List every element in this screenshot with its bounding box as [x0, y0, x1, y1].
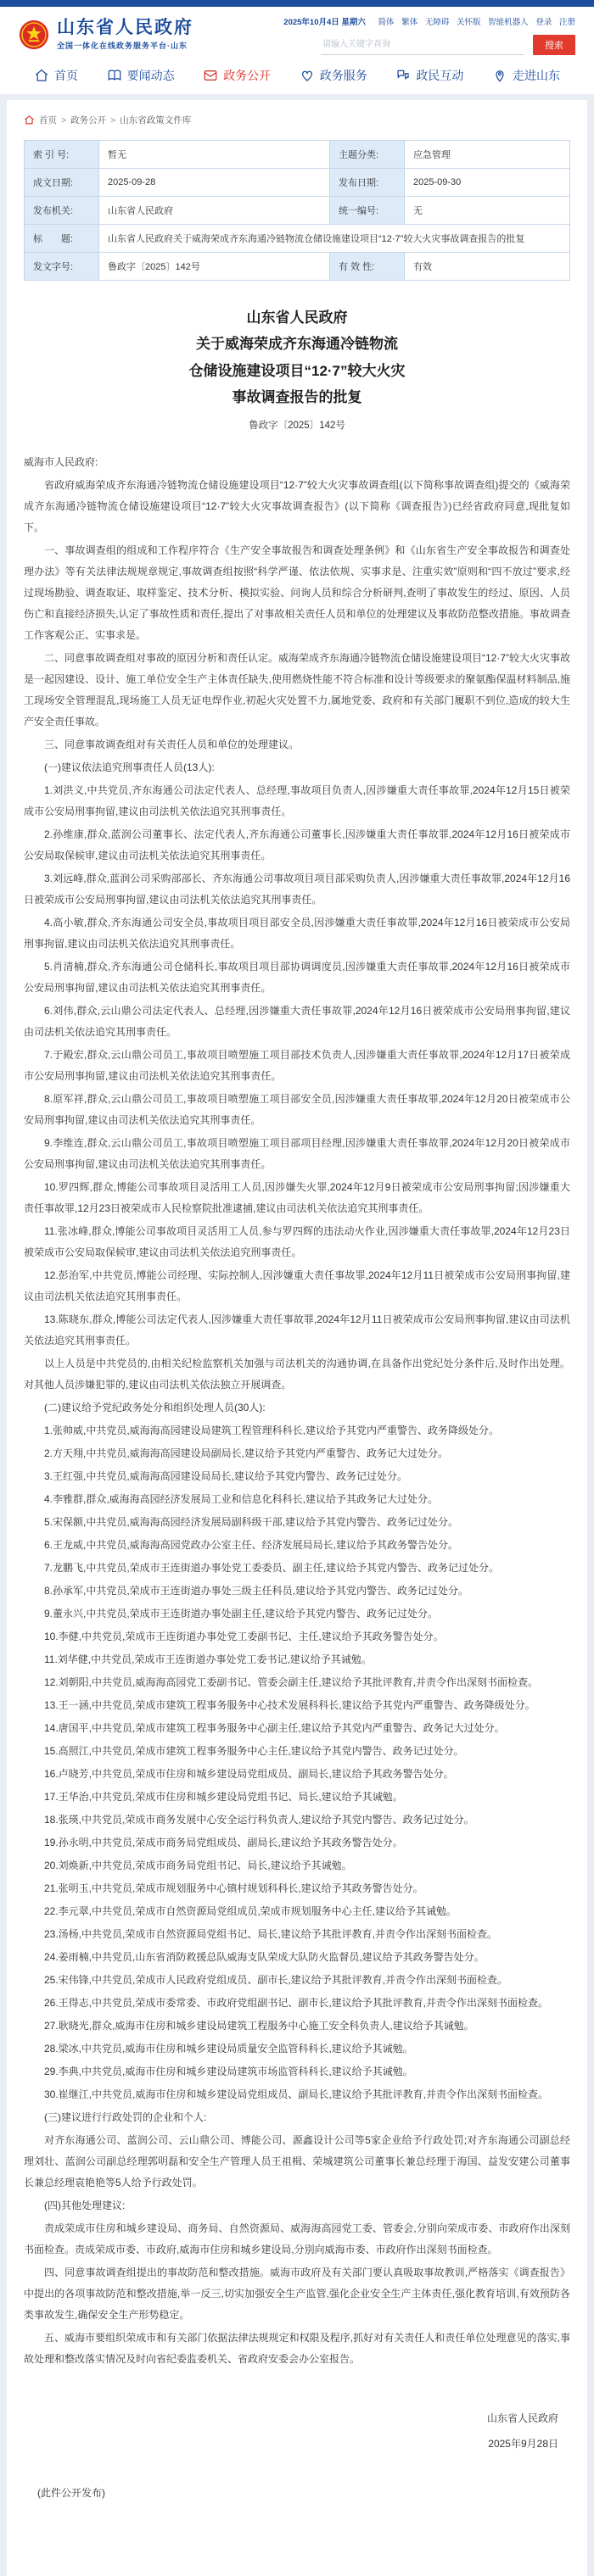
document-body	[24, 452, 570, 2370]
topic-value: 应急管理	[405, 141, 570, 169]
paragraph: 1.张帅威,中共党员,威海海高园建设局建筑工程管理科科长,建议给予其党内严重警告、政务降级处分。	[44, 1424, 500, 1436]
table-row	[25, 197, 570, 225]
paragraph: 一、事故调查组的组成和工作程序符合《生产安全事故报告和调查处理条例》和《山东省生产安全事故报告和调查处理办法》等有关法律法规规章规定,事故调查组按照“科学严谨、依法依规、实事求是、注重实效”原则和“四不放过”要求,经过现场勘验、调查取证、取样鉴定、技术分析、模拟实验、问询人员和综合分析研判,查明了事故发生的经过、原因、人员伤亡和直接经济损失,认定了事故性质和责任,提出了对事故相关责任人员和单位的处理建议及事故防范整改措施。事故调查工作客观公正、实事求是。	[24, 544, 570, 641]
paragraph: 12.彭治军,中共党员,博能公司经理、实际控制人,因涉嫌重大责任事故罪,2024年12月11日被荣成市公安局刑事拘留,建议由司法机关依法追究其刑事责任。	[24, 1268, 570, 1302]
map-pin-icon	[492, 68, 507, 83]
paragraph: 13.陈晓东,群众,博能公司法定代表人,因涉嫌重大责任事故罪,2024年12月11日被荣成市公安局刑事拘留,建议由司法机关依法追究其刑事责任。	[24, 1313, 570, 1347]
signature-block	[24, 2406, 570, 2456]
public-release-note: (此件公开发布)	[37, 2486, 105, 2499]
link-accessibility[interactable]: 无障碍	[424, 18, 450, 27]
breadcrumb-disclosure[interactable]: 政务公开	[70, 115, 107, 125]
link-login[interactable]: 登录	[535, 18, 552, 27]
utility-bar	[283, 15, 575, 27]
paragraph: 6.王龙威,中共党员,威海海高园党政办公室主任、经济发展局局长,建议给予其政务警告处分。	[44, 1538, 459, 1551]
written-date-value: 2025-09-28	[99, 169, 330, 197]
publish-date-label: 发布日期:	[330, 169, 405, 197]
nav-item-interaction[interactable]: 政民互动	[395, 67, 463, 84]
paragraph: (四)其他处理建议:	[44, 2199, 126, 2211]
paragraph: 6.刘伟,群众,云山鼎公司法定代表人、总经理,因涉嫌重大责任事故罪,2024年12月16日被荣成市公安局刑事拘留,建议由司法机关依法追究其刑事责任。	[24, 1004, 570, 1038]
site-header	[0, 7, 594, 59]
main-nav	[0, 59, 594, 94]
paragraph: 24.姜雨楠,中共党员,山东省消防救援总队威海支队荣成大队防火监督员,建议给予其政务警告处分。	[44, 1950, 485, 1963]
paragraph: 13.王一涵,中共党员,荣成市建筑工程事务服务中心技术发展科科长,建议给予其党内严重警告、政务降级处分。	[44, 1698, 535, 1711]
site-logo[interactable]	[19, 14, 193, 55]
paragraph: 27.耿晓光,群众,威海市住房和城乡建设局建筑工程服务中心施工安全科负责人,建议给予其诫勉。	[44, 2019, 474, 2032]
paragraph: 对齐东海通公司、蓝润公司、云山鼎公司、博能公司、源鑫设计公司等5家企业给予行政处罚;对齐东海通公司副总经理刘壮、蓝润公司副总经理郭明磊和安全生产管理人员王祖楫、荣城建筑公司董事长兼总经理于海国、益发安建公司董事长兼总经理袁艳艳等5人给予行政处罚。	[24, 2133, 570, 2188]
paragraph: 2.方天翔,中共党员,威海海高园建设局副局长,建议给予其党内严重警告、政务记大过处分。	[44, 1447, 449, 1459]
table-row	[25, 225, 570, 253]
link-register[interactable]: 注册	[558, 18, 575, 27]
paragraph: 二、同意事故调查组对事故的原因分析和责任认定。威海荣成齐东海通冷链物流仓储设施建设项目“12·7”较大火灾事故是一起因建设、设计、施工单位安全生产主体责任缺失,使用燃烧性能不符合标准和设计等级要求的聚氨酯保温材料制品,施工现场安全管理混乱,现场施工人员无证电焊作业,初起火灾处置不力,属地党委、政府和有关部门履职不到位,造成的较大生产安全责任事故。	[24, 651, 571, 728]
index-value: 暂无	[99, 141, 330, 169]
document-title: 山东省人民政府 关于威海荣成齐东海通冷链物流 仓储设施建设项目“12·7”较大火灾 事故调查报告的批复	[188, 309, 406, 406]
paragraph: 10.罗四辉,群众,博能公司事故项目灵活用工人员,因涉嫌失火罪,2024年12月9日被荣成市公安局刑事拘留;因涉嫌重大责任事故罪,12月23日被荣成市人民检察院批准逮捕,建议由司法机关依法追究其刑事责任。	[24, 1180, 570, 1214]
paragraph: 2.孙维康,群众,蓝润公司董事长、法定代表人,齐东海通公司董事长,因涉嫌重大责任事故罪,2024年12月16日被荣成市公安局取保候审,建议由司法机关依法追究其刑事责任。	[24, 828, 570, 861]
home-breadcrumb-icon	[24, 114, 35, 125]
publish-date-value: 2025-09-30	[405, 169, 570, 197]
table-row	[25, 141, 570, 169]
validity-badge: 有效	[405, 253, 570, 281]
paragraph: 28.梁冰,中共党员,威海市住房和城乡建设局质量安全监管科科长,建议给予其诫勉。	[44, 2042, 413, 2055]
unified-number-label: 统一编号:	[330, 197, 405, 225]
chat-bubbles-icon	[395, 68, 411, 83]
paragraph: 3.王红强,中共党员,威海海高园建设局局长,建议给予其党内警告、政务记过处分。	[44, 1469, 408, 1482]
paragraph: 以上人员是中共党员的,由相关纪检监察机关加强与司法机关的沟通协调,在具备作出党纪处分条件后,及时作出处理。对其他人员涉嫌犯罪的,建议由司法机关依法独立开展调查。	[24, 1357, 570, 1391]
doc-number-label: 发文字号:	[25, 253, 99, 281]
nav-item-news[interactable]: 要闻动态	[107, 67, 175, 84]
home-icon	[34, 68, 49, 83]
paragraph: 15.高照江,中共党员,荣成市建筑工程事务服务中心主任,建议给予其党内警告、政务记过处分。	[44, 1744, 464, 1757]
nav-item-about[interactable]: 走进山东	[492, 67, 560, 84]
validity-label: 有 效 性:	[330, 253, 405, 281]
link-smart-robot[interactable]: 智能机器人	[488, 18, 529, 27]
link-traditional[interactable]: 繁体	[401, 18, 418, 27]
book-icon	[107, 68, 122, 83]
top-strip	[0, 0, 594, 7]
paragraph: 3.刘远峰,群众,蓝润公司采购部部长、齐东海通公司事故项目项目部采购负责人,因涉嫌重大责任事故罪,2024年12月16日被荣成市公安局刑事拘留,建议由司法机关依法追究其刑事责任。	[24, 872, 570, 906]
paragraph: 12.刘朝阳,中共党员,威海海高园党工委副书记、管委会副主任,建议给予其批评教育,并责令作出深刻书面检查。	[44, 1676, 539, 1688]
paragraph: 11.张冰峰,群众,博能公司事故项目灵活用工人员,参与罗四辉的违法动火作业,因涉嫌重大责任事故罪,2024年12月23日被荣成市公安局取保候审,建议由司法机关依法追究刑事责任。	[24, 1224, 570, 1258]
paragraph: 8.原军祥,群众,云山鼎公司员工,事故项目喷塑施工项目部安全员,因涉嫌重大责任事故罪,2024年12月20日被荣成市公安局刑事拘留,建议由司法机关依法追究其刑事责任。	[24, 1092, 570, 1126]
paragraph: 四、同意事故调查组提出的事故防范和整改措施。威海市政府及有关部门要认真吸取事故教训,严格落实《调查报告》中提出的各项事故防范和整改措施,举一反三,切实加强安全生产监管,强化企业安全生产主体责任,强化教育培训,有效预防各类事故发生,确保安全生产形势稳定。	[24, 2266, 570, 2321]
paragraph: 4.高小敏,群众,齐东海通公司安全员,事故项目项目部安全员,因涉嫌重大责任事故罪,2024年12月16日被荣成市公安局刑事拘留,建议由司法机关依法追究其刑事责任。	[24, 916, 570, 950]
paragraph: 30.崔继江,中共党员,威海市住房和城乡建设局党组成员、副局长,建议给予其批评教育,并责令作出深刻书面检查。	[44, 2088, 549, 2100]
content-card	[7, 100, 587, 2576]
document-number: 鲁政字〔2025〕142号	[249, 420, 345, 431]
paragraph: (二)建议给予党纪政务处分和组织处理人员(30人):	[44, 1401, 266, 1413]
paragraph: 14.唐国平,中共党员,荣成市建筑工程事务服务中心副主任,建议给予其党内严重警告、政务记大过处分。	[44, 1721, 505, 1734]
paragraph: 29.李典,中共党员,威海市住房和城乡建设局建筑市场监管科科长,建议给予其诫勉。	[44, 2065, 413, 2077]
paragraph: 18.张瑛,中共党员,荣成市商务发展中心安全运行科负责人,建议给予其党内警告、政务记过处分。	[44, 1813, 474, 1826]
paragraph: 26.王得志,中共党员,荣成市委常委、市政府党组副书记、副市长,建议给予其批评教育,并责令作出深刻书面检查。	[44, 1996, 549, 2009]
paragraph: 10.李健,中共党员,荣成市王连街道办事处党工委副书记、主任,建议给予其政务警告处分。	[44, 1630, 444, 1642]
paragraph: (三)建议进行行政处罚的企业和个人:	[44, 2110, 207, 2123]
site-name: 山东省人民政府	[57, 17, 193, 37]
signature-date: 2025年9月28日	[488, 2437, 558, 2450]
national-emblem-icon	[19, 20, 49, 50]
paragraph: 20.刘焕新,中共党员,荣成市商务局党组书记、局长,建议给予其诫勉。	[44, 1859, 352, 1871]
heart-icon	[300, 68, 315, 83]
paragraph: (一)建议依法追究刑事责任人员(13人):	[44, 761, 215, 773]
nav-item-home[interactable]: 首页	[34, 67, 78, 84]
document-meta-table	[24, 140, 570, 281]
paragraph: 7.于殿宏,群众,云山鼎公司员工,事故项目喷塑施工项目部技术负责人,因涉嫌重大责任事故罪,2024年12月17日被荣成市公安局刑事拘留,建议由司法机关依法追究其刑事责任。	[24, 1048, 570, 1082]
search-input[interactable]	[321, 35, 524, 55]
paragraph: 9.李维连,群众,云山鼎公司员工,事故项目喷塑施工项目部项目经理,因涉嫌重大责任事故罪,2024年12月20日被荣成市公安局刑事拘留,建议由司法机关依法追究其刑事责任。	[24, 1136, 570, 1170]
agency-label: 发布机关:	[25, 197, 99, 225]
agency-value: 山东省人民政府	[99, 197, 330, 225]
paragraph: 7.龙鹏飞,中共党员,荣成市王连街道办事处党工委委员、副主任,建议给予其党内警告、政务记过处分。	[44, 1561, 500, 1574]
paragraph: 8.孙承军,中共党员,荣成市王连街道办事处三级主任科员,建议给予其党内警告、政务记过处分。	[44, 1584, 469, 1597]
paragraph: 1.刘洪义,中共党员,齐东海通公司法定代表人、总经理,事故项目负责人,因涉嫌重大责任事故罪,2024年12月15日被荣成市公安局刑事拘留,建议由司法机关依法追究其刑事责任。	[24, 783, 570, 817]
link-senior-mode[interactable]: 关怀版	[457, 18, 481, 27]
nav-item-disclosure[interactable]: 政务公开	[203, 67, 271, 84]
paragraph: 五、威海市要组织荣成市和有关部门依据法律法规规定和权限及程序,抓好对有关责任人和责任单位处理意见的落实,事故处理和整改落实情况及时向省纪委监委机关、省政府安委会办公室报告。	[24, 2331, 570, 2365]
index-label: 索 引 号:	[25, 141, 99, 169]
paragraph: 9.董永兴,中共党员,荣成市王连街道办事处副主任,建议给予其党内警告、政务记过处分。	[44, 1607, 439, 1620]
written-date-label: 成文日期:	[25, 169, 99, 197]
search-bar	[321, 35, 575, 55]
nav-item-services[interactable]: 政务服务	[300, 67, 367, 84]
paragraph-list	[24, 475, 570, 2370]
paragraph: 省政府威海荣成齐东海通冷链物流仓储设施建设项目“12·7”较大火灾事故调查组(以下简称事故调查组)提交的《威海荣成齐东海通冷链物流仓储设施建设项目“12·7”较大火灾事故调查报告》(以下简称《调查报告》)已经省政府同意,现批复如下。	[24, 478, 570, 533]
paragraph: 4.李雅群,群众,威海海高园经济发展局工业和信息化科科长,建议给予其政务记大过处分。	[44, 1492, 439, 1505]
paragraph: 21.张明玉,中共党员,荣成市规划服务中心镇村规划科科长,建议给予其政务警告处分。	[44, 1882, 423, 1894]
breadcrumb: 首页 > 政务公开 > 山东省政策文件库	[24, 114, 570, 126]
envelope-icon	[203, 68, 218, 83]
paragraph: 责成荣成市住房和城乡建设局、商务局、自然资源局、威海海高园党工委、管委会,分别向荣成市委、市政府作出深刻书面检查。责成荣成市委、市政府,威海市住房和城乡建设局,分别向威海市委、市政府作出深刻书面检查。	[24, 2222, 570, 2255]
site-subtitle: 全国一体化在线政务服务平台·山东	[57, 42, 188, 51]
breadcrumb-home[interactable]: 首页	[39, 115, 57, 125]
paragraph: 19.孙永明,中共党员,荣成市商务局党组成员、副局长,建议给予其政务警告处分。	[44, 1836, 403, 1848]
salutation: 威海市人民政府:	[24, 455, 98, 468]
paragraph: 5.肖清楠,群众,齐东海通公司仓储科长,事故项目项目部协调调度员,因涉嫌重大责任事故罪,2024年12月16日被荣成市公安局刑事拘留,建议由司法机关依法追究其刑事责任。	[24, 960, 570, 994]
paragraph: 三、同意事故调查组对有关责任人员和单位的处理建议。	[44, 738, 300, 750]
paragraph: 16.卢晓芳,中共党员,荣成市住房和城乡建设局党组成员、副局长,建议给予其政务警告处分。	[44, 1767, 454, 1780]
title-value: 山东省人民政府关于威海荣成齐东海通冷链物流仓储设施建设项目“12·7”较大火灾事故调查报告的批复	[99, 225, 570, 253]
paragraph: 17.王华治,中共党员,荣成市住房和城乡建设局党组书记、局长,建议给予其诫勉。	[44, 1790, 403, 1803]
paragraph: 11.刘华健,中共党员,荣成市王连街道办事处党工委书记,建议给予其诫勉。	[44, 1653, 372, 1665]
signature-org: 山东省人民政府	[486, 2412, 558, 2424]
topic-label: 主题分类:	[330, 141, 405, 169]
paragraph: 22.李元翠,中共党员,荣成市自然资源局党组成员,荣成市规划服务中心主任,建议给予其诫勉。	[44, 1904, 457, 1917]
search-button[interactable]: 搜索	[533, 35, 575, 55]
paragraph: 5.宋保额,中共党员,威海海高园经济发展局副科级干部,建议给予其党内警告、政务记过处分。	[44, 1515, 459, 1528]
unified-number-value: 无	[405, 197, 570, 225]
table-row	[25, 253, 570, 281]
title-label: 标 题:	[25, 225, 99, 253]
paragraph: 23.汤杨,中共党员,荣成市自然资源局党组书记、局长,建议给予其批评教育,并责令作出深刻书面检查。	[44, 1927, 498, 1940]
doc-number-value: 鲁政字〔2025〕142号	[99, 253, 330, 281]
current-date: 2025年10月4日 星期六	[283, 18, 366, 27]
table-row	[25, 169, 570, 197]
link-simplified[interactable]: 简体	[378, 18, 395, 27]
paragraph: 25.宋伟锋,中共党员,荣成市人民政府党组成员、副市长,建议给予其批评教育,并责令作出深刻书面检查。	[44, 1973, 508, 1986]
breadcrumb-current: 山东省政策文件库	[120, 115, 192, 125]
